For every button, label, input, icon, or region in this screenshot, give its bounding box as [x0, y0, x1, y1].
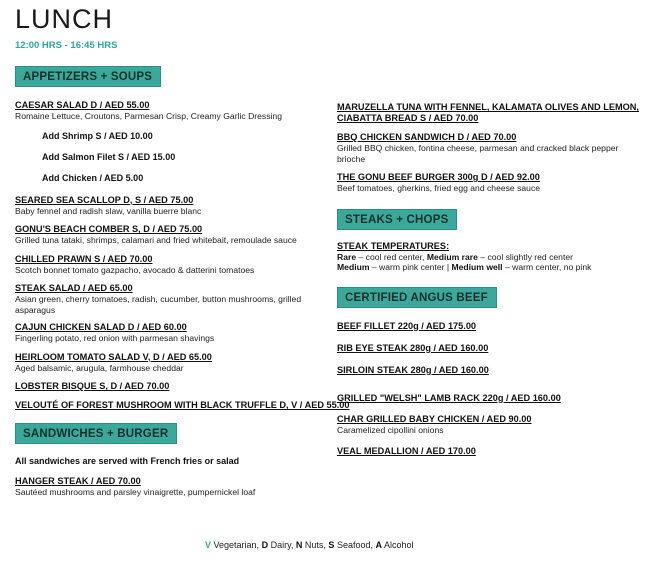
- item-name: LOBSTER BISQUE S, D / AED 70.00: [15, 381, 170, 391]
- item-name: RIB EYE STEAK 280g / AED 160.00: [337, 342, 489, 353]
- item-description: Grilled tuna tataki, shrimps, calamari and fried whitebait, remoulade sauce: [15, 235, 297, 245]
- legend-s-text: Seafood,: [334, 540, 376, 550]
- item-description: Aged balsamic, arugula, farmhouse cheddar: [15, 362, 184, 373]
- legend-d: D: [261, 540, 269, 550]
- menu-item-maruzella-tuna: [337, 102, 643, 124]
- right-column: [337, 102, 643, 457]
- temp-medium-rare-text: – cool slightly red center: [477, 251, 573, 262]
- menu-item-caesar-salad: [15, 100, 327, 122]
- item-name: VELOUTÉ OF FOREST MUSHROOM WITH BLACK TRUFFLE D, V / AED 55.00: [15, 400, 350, 410]
- item-description: Romaine Lettuce, Croutons, Parmesan Crisp, Creamy Garlic Dressing: [15, 111, 282, 121]
- item-name: STEAK SALAD / AED 65.00: [15, 283, 133, 293]
- legend-a: A: [375, 540, 382, 550]
- menu-item-hanger-steak: [15, 476, 327, 498]
- item-name: SEARED SEA SCALLOP D, S / AED 75.00: [15, 194, 194, 205]
- legend-d-text: Dairy,: [268, 540, 296, 550]
- temp-medium-rare-label: Medium rare: [426, 251, 478, 262]
- sandwich-note: All sandwiches are served with French fries or salad: [15, 456, 240, 466]
- item-name: GONU'S BEACH COMBER S, D / AED 75.00: [15, 224, 203, 234]
- menu-item-rib-eye: [337, 343, 643, 354]
- item-name: MARUZELLA TUNA WITH FENNEL, KALAMATA OLIVES AND LEMON, CIABATTA BREAD S / AED 70.00: [337, 102, 639, 123]
- item-name: THE GONU BEEF BURGER 300g D / AED 92.00: [337, 172, 540, 182]
- legend-s: S: [328, 540, 335, 550]
- item-description: Caramelized cipollini onions: [337, 424, 444, 435]
- menu-item-baby-chicken: [337, 414, 643, 436]
- legend-v: V: [205, 540, 212, 550]
- menu-item-sirloin: [337, 365, 643, 376]
- temp-rare-text: – cool red center,: [356, 251, 427, 262]
- item-description: Beef tomatoes, gherkins, fried egg and cheese sauce: [337, 183, 541, 193]
- menu-item-veloute: [15, 400, 350, 411]
- menu-item-gonu-burger: [337, 172, 643, 194]
- item-name: HANGER STEAK / AED 70.00: [15, 476, 141, 486]
- item-name: BBQ CHICKEN SANDWICH D / AED 70.00: [337, 132, 517, 142]
- menu-item-lamb-rack: [337, 393, 643, 404]
- section-header-angus: CERTIFIED ANGUS BEEF: [337, 287, 497, 308]
- legend-n-text: Nuts,: [302, 540, 329, 550]
- menu-item-lobster-bisque: [15, 381, 327, 392]
- addon-chicken: Add Chicken / AED 5.00: [42, 172, 144, 183]
- legend-n: N: [295, 540, 303, 550]
- temperatures-title: STEAK TEMPERATURES:: [337, 240, 450, 251]
- item-name: VEAL MEDALLION / AED 170.00: [337, 446, 476, 456]
- section-header-appetizers: APPETIZERS + SOUPS: [15, 66, 161, 87]
- temp-medium-well-text: – warm center, no pink: [502, 262, 592, 272]
- item-description: Baby fennel and radish slaw, vanilla buerre blanc: [15, 205, 202, 216]
- item-description: Grilled BBQ chicken, fontina cheese, parmesan and cracked black pepper brioche: [337, 143, 619, 164]
- section-header-steaks: STEAKS + CHOPS: [337, 209, 457, 230]
- menu-item-bbq-chicken: [337, 132, 643, 164]
- addon-salmon: Add Salmon Filet S / AED 15.00: [42, 151, 176, 162]
- menu-item-cajun-chicken: [15, 322, 327, 344]
- item-name: CAJUN CHICKEN SALAD D / AED 60.00: [15, 322, 187, 332]
- temp-medium-text: – warm pink center |: [369, 262, 452, 272]
- temperatures-line-1: [337, 252, 643, 263]
- steak-temperatures: [337, 241, 643, 273]
- item-name: HEIRLOOM TOMATO SALAD V, D / AED 65.00: [15, 351, 212, 362]
- menu-item-scallop: [15, 195, 327, 217]
- item-name: CHILLED PRAWN S / AED 70.00: [15, 253, 153, 264]
- menu-item-chilled-prawn: [15, 254, 327, 276]
- item-name: SIRLOIN STEAK 280g / AED 160.00: [337, 364, 489, 375]
- menu-item-beach-comber: [15, 224, 327, 246]
- page-title: LUNCH: [15, 4, 114, 34]
- menu-item-heirloom-tomato: [15, 352, 327, 374]
- item-name: BEEF FILLET 220g / AED 175.00: [337, 320, 477, 331]
- menu-item-veal-medallion: [337, 446, 643, 457]
- item-description-cont: asparagus: [15, 304, 56, 315]
- menu-item-steak-salad: [15, 283, 327, 315]
- dietary-legend: [205, 540, 414, 550]
- item-description: Sautéed mushrooms and parsley vinaigrette, pumpernickel loaf: [15, 487, 256, 497]
- item-name: GRILLED "WELSH" LAMB RACK 220g / AED 160.00: [337, 392, 561, 403]
- item-description: Scotch bonnet tomato gazpacho, avocado & datterini tomatoes: [15, 264, 255, 275]
- temp-rare-label: Rare: [337, 251, 357, 262]
- temperatures-line-2: [337, 262, 643, 273]
- temp-medium-well-label: Medium well: [451, 262, 503, 272]
- legend-v-text: Vegetarian,: [211, 540, 262, 550]
- item-description: Asian green, cherry tomatoes, radish, cucumber, button mushrooms, grilled: [15, 294, 302, 304]
- addon-shrimp: Add Shrimp S / AED 10.00: [42, 130, 153, 141]
- item-description: Fingerling potato, red onion with parmesan shavings: [15, 333, 215, 343]
- temp-medium-label: Medium: [337, 262, 370, 272]
- menu-item-beef-fillet: [337, 321, 643, 332]
- item-name: CHAR GRILLED BABY CHICKEN / AED 90.00: [337, 413, 532, 424]
- service-hours: 12:00 HRS - 16:45 HRS: [15, 40, 118, 51]
- item-name: CAESAR SALAD D / AED 55.00: [15, 100, 150, 110]
- legend-a-text: Alcohol: [381, 540, 414, 550]
- section-header-sandwiches: SANDWICHES + BURGER: [15, 423, 177, 444]
